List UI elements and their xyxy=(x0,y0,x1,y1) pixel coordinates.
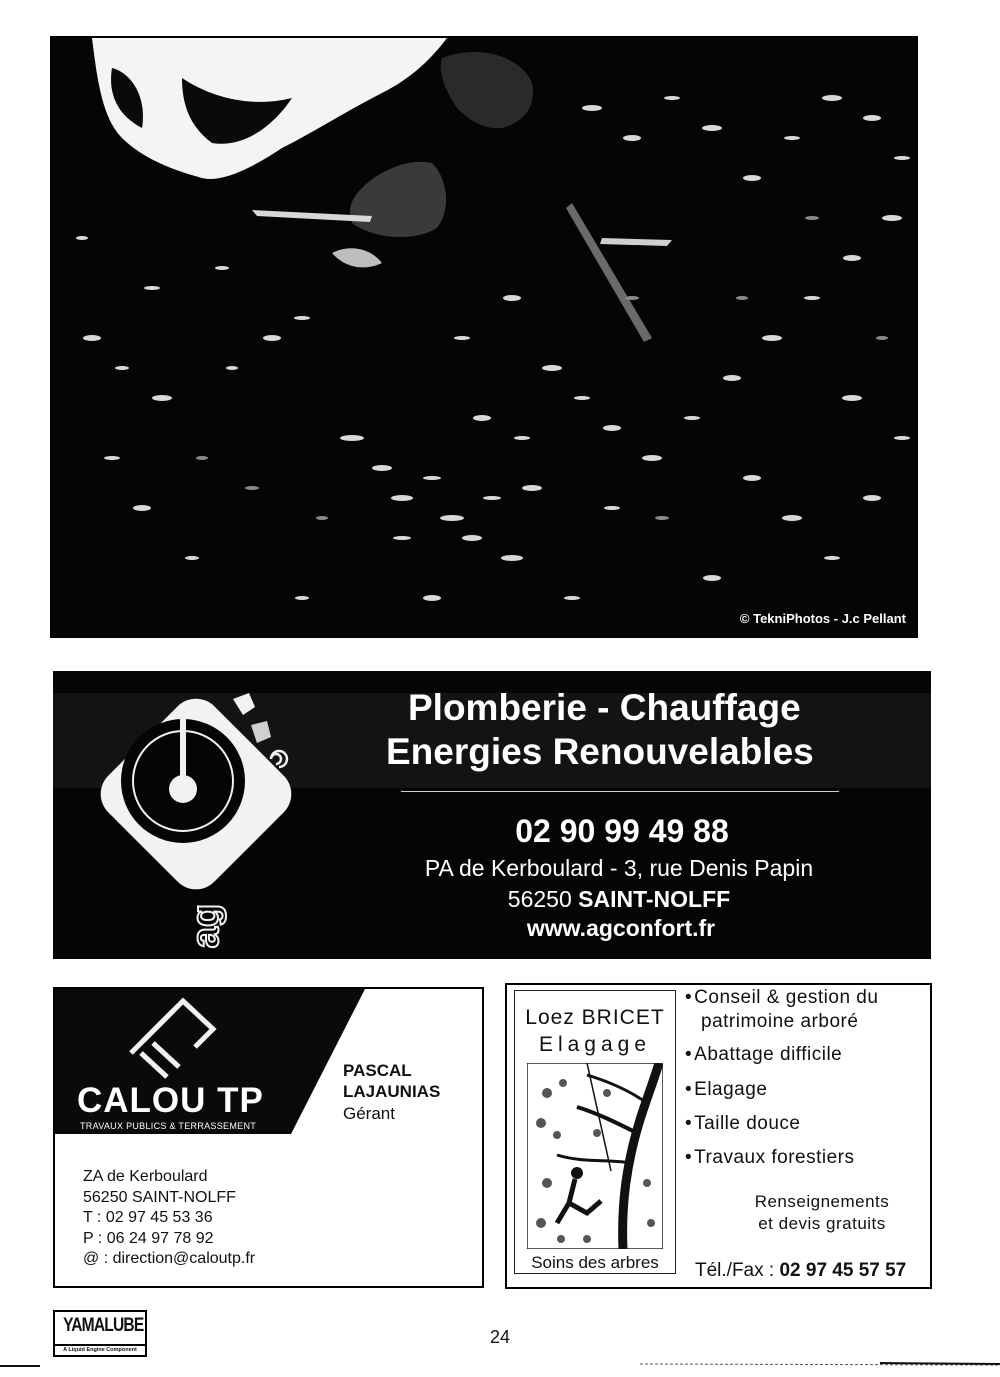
ag-phone: 02 90 99 49 88 xyxy=(515,813,729,849)
photo-credit: © TekniPhotos - J.c Pellant xyxy=(739,611,906,626)
calou-brand: CALOU TP xyxy=(77,1081,264,1120)
loez-caption: Soins des arbres xyxy=(531,1253,659,1272)
page-number: 24 xyxy=(489,1327,511,1347)
ag-logo-text: ag xyxy=(185,903,227,949)
loez-bricet-ad xyxy=(505,983,932,1289)
ag-city: SAINT-NOLFF xyxy=(578,886,731,912)
forest-photo-image xyxy=(52,38,918,638)
calou-mobile-line: P : 06 24 97 78 92 xyxy=(83,1229,214,1247)
tree-climber-illustration xyxy=(527,1063,663,1249)
ag-city-line xyxy=(53,886,931,913)
calou-contact-block xyxy=(83,1167,255,1270)
yamalube-name: YAMALUBE xyxy=(63,1315,144,1336)
calou-role: Gérant xyxy=(343,1104,395,1123)
loez-service-item: • Elagage xyxy=(685,1079,767,1101)
calou-person-first: PASCAL xyxy=(343,1061,412,1080)
loez-service-item: • Taille douce xyxy=(685,1113,801,1135)
ag-title-line2: Energies Renouvelables xyxy=(386,731,814,772)
calou-tp-ad xyxy=(53,987,484,1288)
ag-confort-ad xyxy=(53,671,931,959)
scan-edge-marks xyxy=(0,1360,1000,1374)
ag-divider xyxy=(401,791,839,792)
forest-photo xyxy=(50,36,918,638)
loez-tel-label: Tél./Fax : xyxy=(695,1260,775,1281)
ag-address: PA de Kerboulard - 3, rue Denis Papin xyxy=(424,855,814,881)
calou-email-line: @ : direction@caloutp.fr xyxy=(83,1250,256,1267)
loez-telephone xyxy=(695,1260,906,1282)
loez-service-item-cont: patrimoine arboré xyxy=(701,1011,859,1032)
loez-info-line2: et devis gratuits xyxy=(758,1214,886,1233)
calou-person-last: LAJAUNIAS xyxy=(343,1082,441,1101)
yamalube-tagline: A Liquid Engine Component xyxy=(63,1347,137,1353)
loez-title-line2: Elagage xyxy=(538,1033,652,1056)
ag-website: www.agconfort.fr xyxy=(526,915,716,941)
calou-tagline: TRAVAUX PUBLICS & TERRASSEMENT xyxy=(80,1121,257,1131)
loez-service-item: • Abattage difficile xyxy=(685,1044,842,1066)
loez-info xyxy=(712,1191,932,1235)
loez-logo-box xyxy=(514,990,676,1274)
loez-service-item: • Travaux forestiers xyxy=(685,1147,855,1169)
loez-title-line1: Loez BRICET xyxy=(525,1006,665,1029)
loez-tel-number: 02 97 45 57 57 xyxy=(779,1260,907,1281)
ag-postcode: 56250 xyxy=(507,886,572,912)
calou-city-line: 56250 SAINT-NOLFF xyxy=(83,1188,236,1206)
calou-address-line: ZA de Kerboulard xyxy=(83,1168,208,1185)
ag-title-line1: Plomberie - Chauffage xyxy=(408,687,801,728)
loez-service-item: • Conseil & gestion du xyxy=(685,987,878,1009)
calou-phone-line: T : 02 97 45 53 36 xyxy=(83,1209,213,1226)
loez-info-line1: Renseignements xyxy=(754,1192,890,1211)
